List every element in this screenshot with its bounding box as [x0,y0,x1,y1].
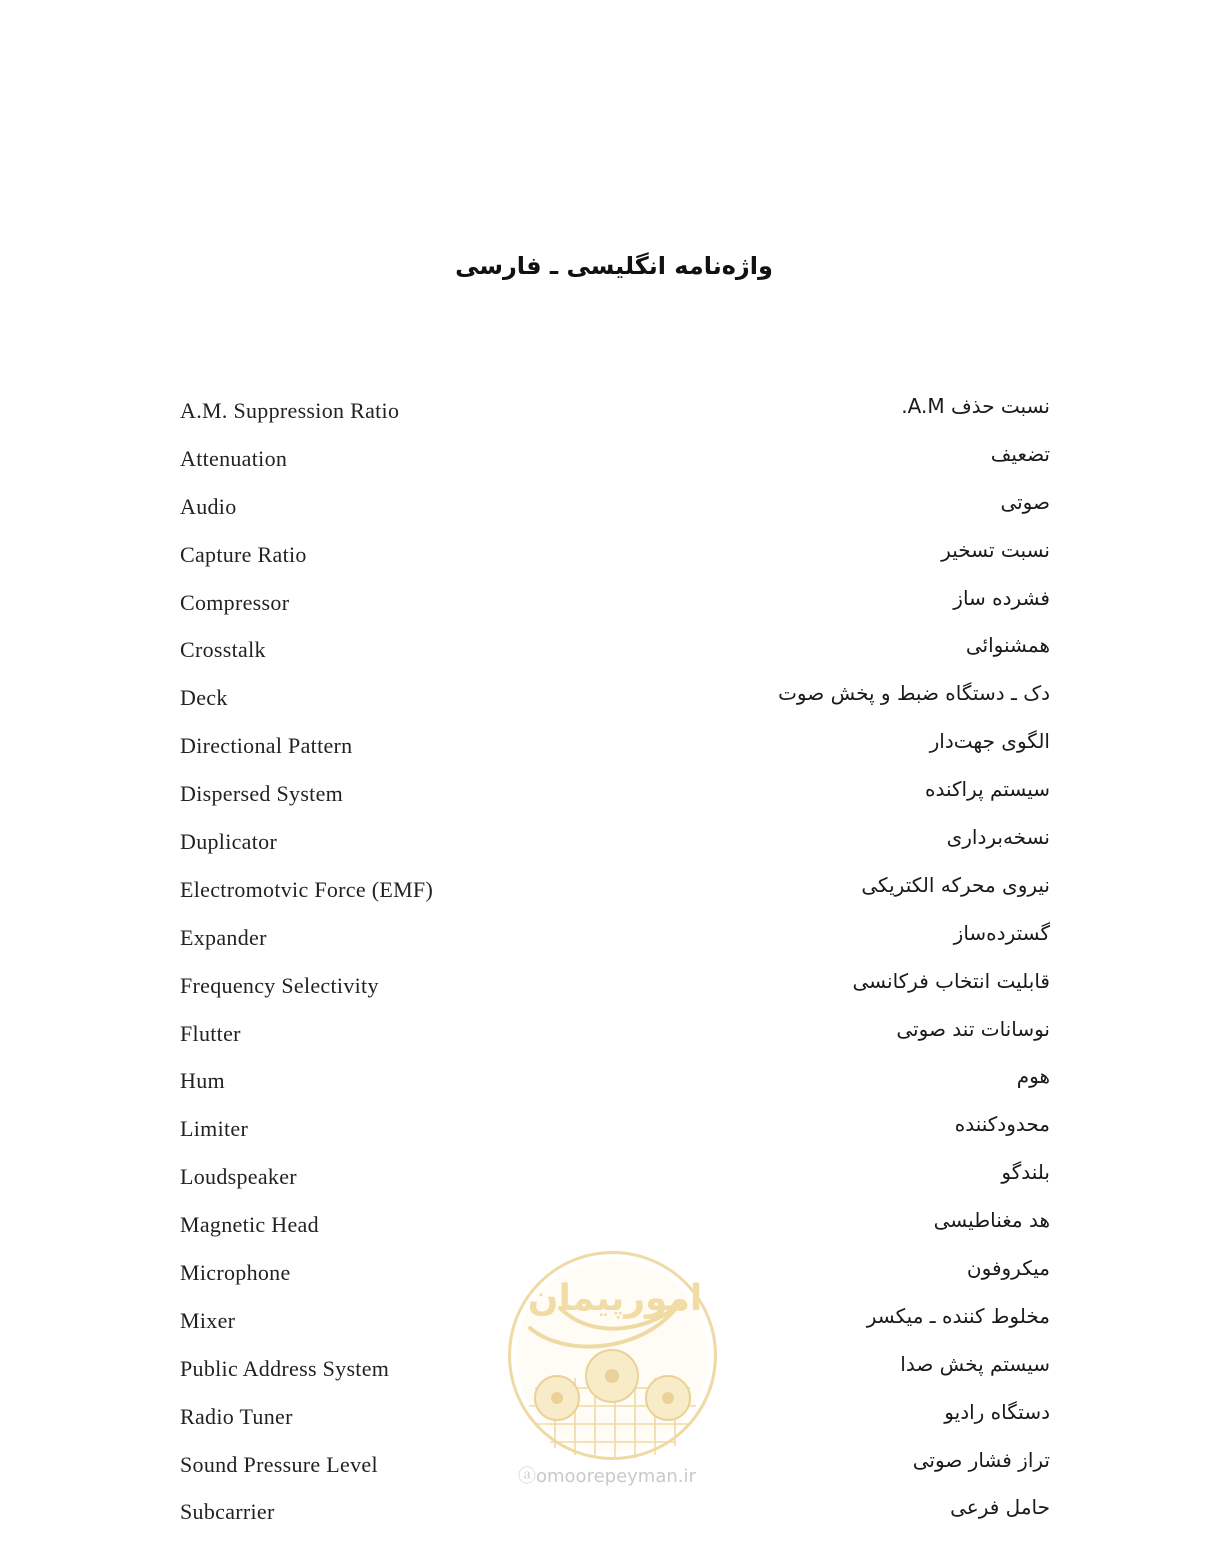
english-term: Duplicator [180,829,278,855]
page-title: واژه‌نامه انگلیسی ـ فارسی [455,252,773,280]
glossary-row [180,536,1050,584]
english-term: Frequency Selectivity [180,972,379,998]
persian-term: سیستم پراکنده [924,777,1050,802]
persian-term: فشرده ساز [953,585,1050,610]
english-term: Dispersed System [180,781,344,807]
glossary-row [180,823,1050,871]
glossary-row [180,631,1050,679]
glossary-row [180,584,1050,632]
english-term: Attenuation [180,445,288,471]
seal-logo-text: امورپیمان [527,1278,703,1319]
persian-term: تراز فشار صوتی [912,1447,1050,1472]
english-term: Public Address System [180,1355,390,1381]
glossary-row [180,1015,1050,1063]
english-term: Flutter [180,1020,241,1046]
english-term: Mixer [180,1307,236,1333]
english-term: Radio Tuner [180,1403,293,1429]
persian-term: الگوی جهت‌دار [929,729,1050,754]
glossary-row [180,967,1050,1015]
glossary-row [180,679,1050,727]
persian-term: مخلوط کننده ـ میکسر [866,1303,1050,1328]
persian-term: نوسانات تند صوتی [896,1016,1050,1041]
persian-term: صوتی [1000,489,1050,514]
english-term: Subcarrier [180,1499,275,1525]
persian-term: محدودکننده [954,1112,1050,1137]
english-term: Microphone [180,1260,291,1286]
seal-logo-icon [505,1248,720,1463]
english-term: Directional Pattern [180,733,353,759]
english-term: Limiter [180,1116,249,1142]
english-term: Audio [180,493,237,519]
english-term: Crosstalk [180,637,266,663]
english-term: Hum [180,1068,225,1094]
persian-term: دستگاه رادیو [944,1399,1050,1424]
english-term: Expander [180,924,267,950]
glossary-row [180,919,1050,967]
persian-term: نیروی محرکه الکتریکی [861,872,1050,897]
persian-term: دک ـ دستگاه ضبط و پخش صوت [778,681,1050,706]
persian-term: نسخه‌برداری [946,825,1050,850]
english-term: Deck [180,685,228,711]
watermark-caption: ⓐomoorepeyman.ir [518,1466,696,1487]
glossary-row [180,392,1050,440]
english-term: Electromotvic Force (EMF) [180,876,434,902]
persian-term: میکروفون [966,1256,1050,1281]
glossary-row [180,1493,1050,1541]
english-term: Sound Pressure Level [180,1451,378,1477]
persian-term: همشنوائی [965,633,1050,658]
watermark-caption-text: omoorepeyman.ir [536,1466,696,1487]
english-term: Capture Ratio [180,541,307,567]
persian-term: بلندگو [1001,1160,1050,1185]
persian-term: هد مغناطیسی [933,1208,1050,1233]
glossary-row [180,1062,1050,1110]
glossary-row [180,775,1050,823]
persian-term: نسبت تسخیر [941,537,1050,562]
glossary-row [180,1110,1050,1158]
persian-term: تضعیف [990,441,1050,466]
glossary-row [180,440,1050,488]
english-term: A.M. Suppression Ratio [180,398,400,423]
glossary-row [180,1158,1050,1206]
persian-term: حامل فرعی [950,1495,1050,1520]
glossary-row [180,1206,1050,1254]
glossary-row [180,727,1050,775]
persian-term: نسبت حذف A.M. [901,394,1050,418]
persian-term: هوم [1016,1064,1050,1089]
english-term: Magnetic Head [180,1212,319,1238]
persian-term: سیستم پخش صدا [900,1351,1050,1376]
glossary-row [180,488,1050,536]
persian-term: گسترده‌ساز [953,920,1050,945]
persian-term: قابلیت انتخاب فرکانسی [852,968,1050,993]
english-term: Compressor [180,589,290,615]
glossary-row [180,871,1050,919]
english-term: Loudspeaker [180,1164,297,1190]
